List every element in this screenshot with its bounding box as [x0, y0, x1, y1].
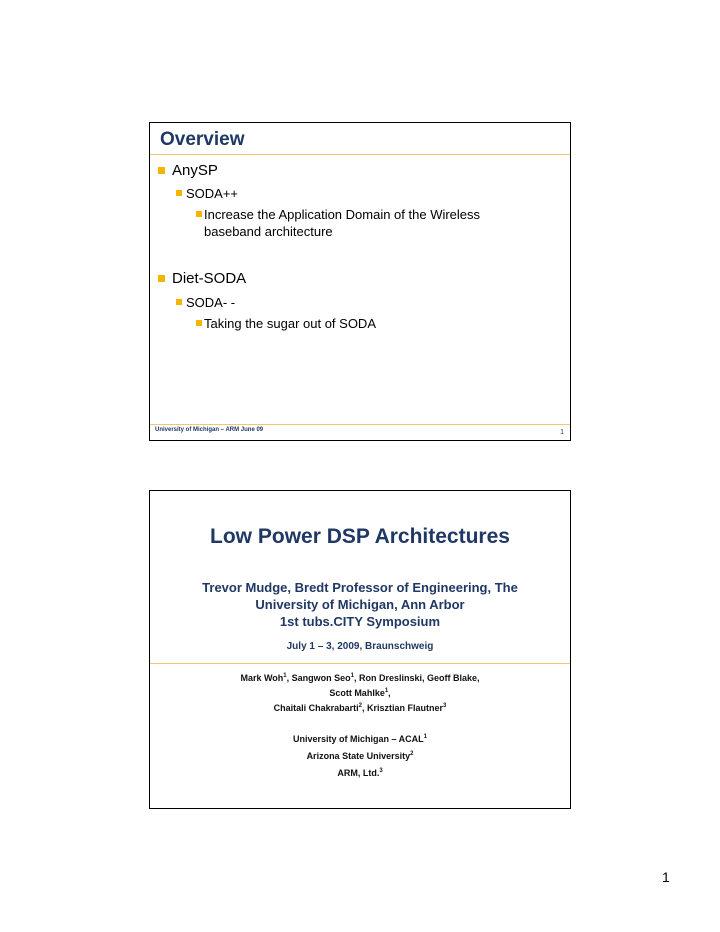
author-separator: ,: [388, 688, 391, 698]
author: , Krisztian Flautner: [362, 703, 444, 713]
presenter-line: University of Michigan, Ann Arbor: [255, 597, 465, 612]
author: , Sangwon Seo: [286, 673, 351, 683]
bullet-text: Taking the sugar out of SODA: [204, 316, 376, 331]
title-divider: [150, 663, 570, 664]
affiliation-mark: 3: [443, 703, 447, 709]
affiliation-name: University of Michigan – ACAL: [292, 734, 424, 744]
author: Mark Woh: [240, 673, 284, 683]
bullet-diet-soda: [158, 270, 246, 287]
author-list: [150, 671, 570, 716]
presentation-title: Low Power DSP Architectures: [210, 525, 510, 548]
slide-overview: [149, 122, 571, 441]
affiliation-mark: 1: [283, 673, 287, 679]
bullet-square-icon: [196, 320, 202, 326]
bullet-square-icon: [176, 190, 182, 196]
author: Chaitali Chakrabarti: [273, 703, 359, 713]
affiliation: [150, 765, 570, 782]
bullet-text: AnySP: [172, 162, 218, 179]
affiliation-mark: 1: [384, 688, 389, 694]
affiliation-name: Arizona State University: [306, 751, 411, 761]
slide-number: 1: [560, 429, 564, 436]
slide-title: Overview: [160, 129, 245, 150]
event-line: 1st tubs.CITY Symposium: [279, 614, 441, 629]
event-date: July 1 – 3, 2009, Braunschweig: [286, 641, 434, 652]
affiliation-mark: 1: [423, 734, 428, 740]
bullet-anysp: [158, 162, 218, 179]
bullet-taking-sugar: [196, 315, 526, 332]
affiliation-mark: 1: [350, 673, 354, 679]
affiliation-mark: 2: [410, 751, 414, 757]
affiliation: [150, 731, 570, 748]
author-line: [150, 671, 570, 686]
affiliation-mark: 3: [379, 768, 383, 774]
bullet-increase-domain: [196, 206, 526, 240]
bullet-soda-plus: [176, 186, 238, 201]
slide-footer: University of Michigan – ARM June 09: [155, 427, 264, 433]
author-line: [150, 686, 570, 701]
bullet-text: Increase the Application Domain of the Wireless baseband architecture: [204, 207, 481, 239]
title-divider: [150, 154, 570, 155]
author: , Ron Dreslinski, Geoff Blake,: [354, 673, 480, 683]
bullet-square-icon: [158, 275, 165, 282]
affiliation-mark: 2: [358, 703, 362, 709]
slide-title-page: [149, 490, 571, 809]
footer-divider: [150, 424, 570, 425]
presenter-line: Trevor Mudge, Bredt Professor of Engineering, The: [202, 580, 518, 595]
bullet-text: SODA++: [186, 186, 239, 201]
author-line: [150, 701, 570, 716]
page-number: 1: [662, 869, 670, 885]
presenter-block: [150, 579, 570, 630]
bullet-text: SODA- -: [186, 295, 236, 310]
affiliation-list: [150, 731, 570, 782]
bullet-square-icon: [158, 167, 165, 174]
bullet-soda-minus: [176, 295, 235, 310]
affiliation: [150, 748, 570, 765]
author: Scott Mahlke: [329, 688, 385, 698]
bullet-square-icon: [196, 211, 202, 217]
bullet-text: Diet-SODA: [172, 270, 247, 287]
bullet-square-icon: [176, 299, 182, 305]
affiliation-name: ARM, Ltd.: [337, 768, 380, 778]
